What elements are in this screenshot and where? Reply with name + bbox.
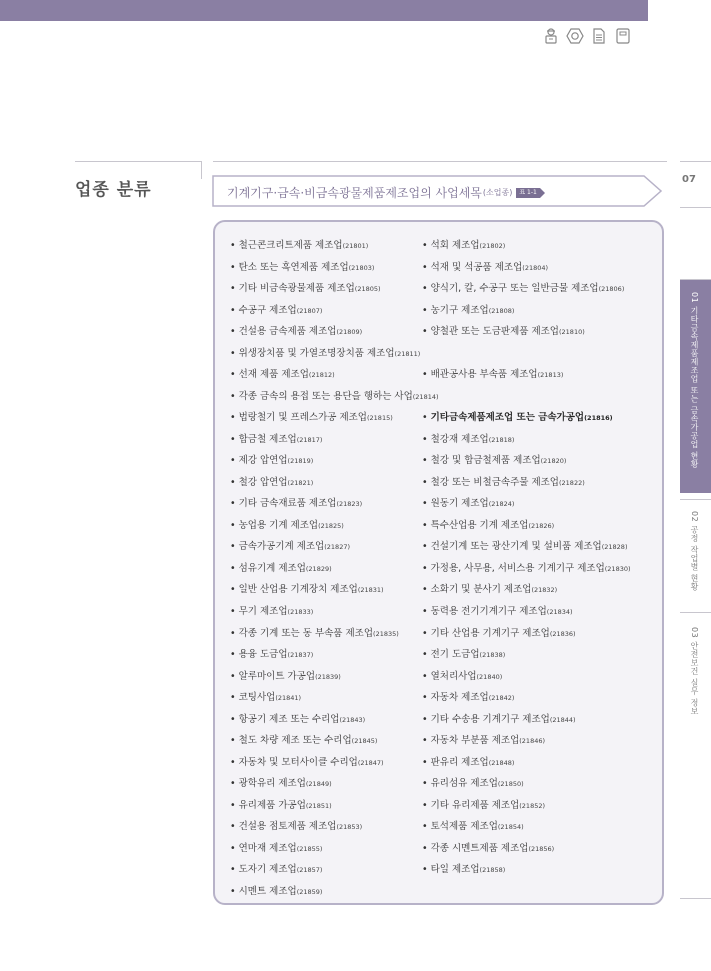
- industry-name: 법랑철기 및 프레스가공 제조업: [238, 412, 367, 424]
- industry-name: 알루마이트 가공업: [238, 670, 316, 682]
- industry-name: 기타 금속재료품 제조업: [238, 498, 337, 510]
- list-item: [230, 495, 362, 509]
- list-item: [230, 452, 313, 466]
- industry-name: 철강 또는 비철금속주물 제조업: [430, 476, 559, 488]
- industry-name: 동력용 전기기계기구 제조업: [430, 606, 547, 617]
- list-item: [422, 366, 563, 380]
- table-badge-label: 표 1-1: [516, 188, 540, 198]
- industry-code: (21825): [318, 521, 344, 530]
- list-item: [422, 409, 613, 423]
- list-item: [422, 861, 505, 875]
- industry-name: 자동차 제조업: [430, 692, 489, 704]
- industry-code: (21803): [348, 263, 375, 272]
- industry-name: 자동차 및 모터사이클 수리업: [238, 756, 358, 768]
- industry-name: 농기구 제조업: [430, 304, 489, 316]
- list-row: [230, 754, 662, 774]
- list-item: [230, 345, 420, 359]
- industry-name: 철강 및 합금철제품 제조업: [430, 455, 541, 467]
- bullet-icon: •: [230, 778, 239, 790]
- bullet-icon: •: [422, 821, 431, 833]
- industry-code: (21801): [342, 242, 369, 250]
- list-item: [230, 775, 332, 789]
- industry-name: 철근콘크리트제품 제조업: [238, 240, 343, 251]
- industry-name: 철강 압연업: [238, 476, 288, 488]
- industry-code: (21853): [336, 823, 363, 832]
- list-item: [422, 732, 545, 746]
- document-icon[interactable]: [590, 27, 608, 45]
- bullet-icon: •: [230, 735, 239, 747]
- industry-code: (21810): [559, 328, 585, 337]
- nut-icon[interactable]: [566, 27, 584, 45]
- industry-name: 특수산업용 기계 제조업: [430, 519, 529, 531]
- list-item: [422, 797, 545, 811]
- industry-code: (21841): [275, 694, 302, 703]
- list-item: [422, 646, 505, 660]
- industry-name: 일반 산업용 기계장치 제조업: [238, 584, 358, 596]
- bullet-icon: •: [230, 369, 239, 381]
- industry-name: 기타 수송용 기계기구 제조업: [430, 713, 550, 725]
- list-item: [422, 689, 514, 703]
- list-item: [230, 560, 332, 574]
- bullet-icon: •: [230, 821, 239, 833]
- industry-name: 기타 비금속광물제품 제조업: [238, 283, 355, 295]
- industry-code: (21824): [488, 500, 515, 509]
- list-item: [230, 259, 374, 273]
- list-item: [422, 452, 566, 466]
- industry-name: 용융 도금업: [238, 649, 288, 661]
- industry-name: 양식기, 칼, 수공구 또는 일반금물 제조업: [430, 283, 599, 295]
- list-item: [230, 302, 322, 316]
- list-row: [230, 560, 662, 580]
- list-item: [230, 366, 335, 380]
- industry-name: 연마재 제조업: [238, 842, 297, 854]
- section-rule-tick: [201, 161, 202, 179]
- industry-code: (21807): [296, 306, 323, 315]
- section-rule-right: [213, 161, 667, 162]
- industry-code: (21811): [394, 349, 421, 358]
- industry-name: 광학유리 제조업: [238, 778, 306, 790]
- bullet-icon: •: [230, 240, 239, 251]
- bullet-icon: •: [230, 713, 239, 725]
- table-title-banner: [212, 175, 662, 207]
- industry-code: (21823): [336, 500, 363, 509]
- bullet-icon: •: [422, 713, 431, 725]
- worker-icon[interactable]: [542, 27, 560, 45]
- list-item: [422, 668, 502, 682]
- industry-name: 도자기 제조업: [238, 864, 297, 876]
- industry-name: 철강재 제조업: [430, 433, 489, 445]
- industry-name: 양철관 또는 도금판제품 제조업: [430, 326, 559, 338]
- industry-name: 제강 압연업: [238, 455, 288, 467]
- list-row: [230, 775, 662, 795]
- bullet-icon: •: [422, 842, 431, 854]
- industry-name: 토석제품 제조업: [430, 821, 498, 833]
- list-item: [422, 603, 573, 617]
- badge-arrow-icon: [540, 188, 545, 198]
- industry-code: (21826): [528, 521, 555, 530]
- list-item: [230, 538, 350, 552]
- list-row: [230, 668, 662, 688]
- bullet-icon: •: [422, 649, 431, 661]
- industry-name: 기타금속제품제조업 또는 금속가공업: [430, 412, 585, 424]
- sidebar-rule: [680, 499, 711, 500]
- list-row: [230, 861, 662, 881]
- list-row: [230, 818, 662, 838]
- industry-code: (21840): [476, 672, 503, 681]
- industry-name: 건설용 점토제품 제조업: [238, 821, 337, 833]
- industry-name: 건설기계 또는 광산기계 및 설비품 제조업: [430, 541, 602, 553]
- list-row: [230, 345, 662, 365]
- page-number: 07: [682, 174, 696, 185]
- bullet-icon: •: [422, 261, 431, 273]
- top-color-bar: [0, 0, 648, 21]
- industry-name: 철도 차량 제조 또는 수리업: [238, 735, 352, 747]
- industry-name: 탄소 또는 흑연제품 제조업: [238, 261, 349, 273]
- list-row: [230, 603, 662, 623]
- list-item: [422, 259, 548, 273]
- bullet-icon: •: [422, 433, 431, 445]
- list-row: [230, 409, 662, 429]
- list-item: [422, 517, 554, 531]
- list-item: [422, 840, 554, 854]
- industry-name: 무기 제조업: [238, 606, 288, 617]
- industry-code: (21836): [549, 629, 576, 638]
- sidebar-tab-3[interactable]: 03 안전보건 실무 정보: [690, 627, 699, 716]
- bullet-icon: •: [422, 778, 431, 790]
- bullet-icon: •: [230, 649, 239, 661]
- industry-name: 타일 제조업: [430, 864, 480, 876]
- industry-code: (21819): [287, 457, 314, 466]
- industry-name: 합금철 제조업: [238, 433, 297, 445]
- industry-name: 농업용 기계 제조업: [238, 519, 319, 531]
- industry-code: (21817): [296, 435, 323, 444]
- list-item: [230, 388, 439, 402]
- industry-name: 전기 도금업: [430, 649, 480, 661]
- industry-code: (21830): [604, 564, 631, 573]
- industry-code: (21815): [367, 414, 393, 423]
- industry-name: 각종 시멘트제품 제조업: [430, 842, 529, 854]
- bullet-icon: •: [230, 455, 239, 467]
- list-item: [230, 280, 381, 294]
- bullet-icon: •: [230, 692, 239, 704]
- bullet-icon: •: [422, 670, 431, 682]
- industry-name: 건설용 금속제품 제조업: [238, 326, 337, 338]
- industry-name: 원동기 제조업: [430, 498, 489, 510]
- industry-name: 위생장치품 및 가열조명장치품 제조업: [238, 347, 395, 359]
- industry-code: (21814): [412, 392, 439, 401]
- section-title: 업종 분류: [75, 180, 152, 200]
- industry-code: (21852): [519, 801, 546, 810]
- list-item: [230, 646, 313, 660]
- bullet-icon: •: [230, 562, 239, 574]
- bullet-icon: •: [230, 390, 239, 402]
- list-item: [230, 711, 365, 725]
- bullet-icon: •: [230, 433, 239, 445]
- list-row: [230, 388, 662, 408]
- list-row: [230, 495, 662, 515]
- list-row: [230, 581, 662, 601]
- industry-code: (21842): [488, 694, 515, 703]
- industry-code: (21809): [336, 328, 363, 337]
- industry-name: 석회 제조업: [430, 240, 480, 251]
- list-row: [230, 883, 662, 903]
- industry-code: (21854): [497, 823, 524, 832]
- industry-name: 석재 및 석공품 제조업: [430, 261, 523, 273]
- bullet-icon: •: [230, 412, 239, 424]
- bullet-icon: •: [422, 455, 431, 467]
- section-rule-left: [75, 161, 201, 162]
- industry-name: 배관공사용 부속품 제조업: [430, 369, 538, 381]
- industry-name: 코팅사업: [238, 692, 276, 704]
- industry-name: 기타 유리제품 제조업: [430, 799, 520, 811]
- bullet-icon: •: [230, 842, 239, 854]
- list-item: [422, 237, 505, 251]
- industry-name: 각종 금속의 용접 또는 용단을 행하는 사업: [238, 390, 413, 402]
- industry-code: (21843): [339, 715, 366, 724]
- list-item: [422, 302, 514, 316]
- bullet-icon: •: [230, 864, 239, 876]
- industry-name: 자동차 부분품 제조업: [430, 735, 520, 747]
- list-row: [230, 646, 662, 666]
- industry-name: 유리제품 가공업: [238, 799, 306, 811]
- sidebar-rule: [680, 612, 711, 613]
- bullet-icon: •: [422, 519, 431, 531]
- industry-name: 판유리 제조업: [430, 756, 489, 768]
- industry-code: (21818): [488, 435, 515, 444]
- list-row: [230, 711, 662, 731]
- industry-code: (21849): [305, 780, 332, 789]
- industry-name: 기타 산업용 기계기구 제조업: [430, 627, 550, 639]
- bullet-icon: •: [422, 412, 431, 424]
- bullet-icon: •: [230, 283, 239, 295]
- bullet-icon: •: [422, 476, 431, 488]
- industry-code: (21845): [351, 737, 378, 746]
- bullet-icon: •: [422, 283, 431, 295]
- list-row: [230, 625, 662, 645]
- list-item: [230, 883, 322, 897]
- bullet-icon: •: [230, 304, 239, 316]
- list-item: [230, 668, 341, 682]
- list-row: [230, 689, 662, 709]
- industry-code: (21806): [598, 285, 625, 294]
- bullet-icon: •: [230, 519, 239, 531]
- bullet-icon: •: [422, 584, 431, 596]
- list-row: [230, 366, 662, 386]
- industry-code: (21844): [549, 715, 576, 724]
- bullet-icon: •: [422, 240, 431, 251]
- list-row: [230, 452, 662, 472]
- bullet-icon: •: [422, 541, 431, 553]
- list-item: [422, 818, 524, 832]
- industry-code: (21813): [537, 371, 564, 380]
- industry-name: 각종 기계 또는 동 부속품 제조업: [238, 627, 374, 639]
- bullet-icon: •: [422, 756, 431, 768]
- list-item: [422, 581, 557, 595]
- bullet-icon: •: [230, 347, 239, 359]
- industry-code: (21857): [296, 866, 323, 875]
- list-item: [230, 625, 399, 639]
- sidebar-tab-1[interactable]: 01 기타금속제품제조업 또는 금속가공업 현황: [690, 292, 699, 469]
- industry-name: 금속가공기계 제조업: [238, 541, 325, 553]
- bullet-icon: •: [422, 799, 431, 811]
- list-item: [230, 581, 384, 595]
- list-row: [230, 732, 662, 752]
- industry-code: (21851): [305, 801, 332, 810]
- industry-code: (21831): [357, 586, 384, 595]
- bullet-icon: •: [422, 864, 431, 876]
- industry-code: (21804): [522, 263, 549, 272]
- table-badge: [516, 188, 545, 198]
- list-row: [230, 259, 662, 279]
- sidebar-rule: [680, 207, 711, 208]
- list-item: [230, 323, 362, 337]
- industry-code: (21812): [308, 371, 335, 380]
- industry-name: 선재 제품 제조업: [238, 369, 309, 381]
- industry-code: (21832): [531, 586, 558, 595]
- bullet-icon: •: [422, 735, 431, 747]
- industry-code: (21847): [357, 758, 384, 767]
- list-row: [230, 538, 662, 558]
- bullet-icon: •: [422, 606, 431, 617]
- sidebar-tab-2[interactable]: 02 공정 작업별 현황: [690, 511, 699, 591]
- list-row: [230, 302, 662, 322]
- list-item: [230, 517, 344, 531]
- list-item: [230, 474, 313, 488]
- list-item: [422, 711, 576, 725]
- list-item: [422, 754, 514, 768]
- industry-code: (21822): [559, 478, 585, 487]
- list-item: [230, 818, 362, 832]
- sidebar-rule-top: [680, 161, 711, 162]
- list-row: [230, 280, 662, 300]
- list-row: [230, 517, 662, 537]
- industry-code: (21837): [287, 651, 314, 660]
- industry-code: (21856): [528, 844, 555, 853]
- industry-code: (21805): [354, 285, 381, 294]
- industry-name: 열처리사업: [430, 670, 477, 682]
- industry-code: (21848): [488, 758, 515, 767]
- industry-code: (21850): [497, 780, 524, 789]
- bullet-icon: •: [230, 541, 239, 553]
- bullet-icon: •: [230, 326, 239, 338]
- industry-name: 유리섬유 제조업: [430, 778, 498, 790]
- list-item: [230, 840, 322, 854]
- industry-code: (21835): [373, 629, 399, 638]
- industry-name: 항공기 제조 또는 수리업: [238, 713, 340, 725]
- list-item: [422, 280, 624, 294]
- bullet-icon: •: [422, 562, 431, 574]
- industry-code: (21855): [296, 844, 323, 853]
- banner-subtitle: (소업종): [482, 188, 513, 197]
- industry-name: 섬유기계 제조업: [238, 562, 306, 574]
- header-icon-group: [542, 27, 632, 45]
- bullet-icon: •: [230, 756, 239, 768]
- list-item: [230, 797, 332, 811]
- industry-name: 가정용, 사무용, 서비스용 기계기구 제조업: [430, 562, 605, 574]
- bullet-icon: •: [422, 692, 431, 704]
- list-item: [422, 625, 576, 639]
- industry-code: (21834): [546, 608, 573, 616]
- bullet-icon: •: [422, 498, 431, 510]
- list-item: [422, 775, 524, 789]
- bullet-icon: •: [422, 326, 431, 338]
- list-row: [230, 431, 662, 451]
- industry-code: (21846): [519, 737, 546, 746]
- list-item: [422, 560, 631, 574]
- list-item: [230, 431, 322, 445]
- industry-code: (21838): [479, 651, 506, 660]
- list-item: [422, 538, 627, 552]
- banner-title: 기계기구·금속·비금속광물제품제조업의 사업세목: [227, 186, 482, 200]
- book-icon[interactable]: [614, 27, 632, 45]
- list-item: [230, 237, 368, 251]
- list-item: [422, 474, 585, 488]
- bullet-icon: •: [230, 885, 239, 897]
- bullet-icon: •: [230, 261, 239, 273]
- bullet-icon: •: [230, 606, 239, 617]
- list-row: [230, 237, 662, 257]
- list-item: [230, 861, 322, 875]
- list-row: [230, 474, 662, 494]
- industry-code: (21816): [584, 414, 613, 423]
- industry-code: (21808): [488, 306, 515, 315]
- bullet-icon: •: [422, 627, 431, 639]
- industry-code: (21839): [315, 672, 341, 681]
- list-item: [422, 495, 514, 509]
- bullet-icon: •: [230, 627, 239, 639]
- list-row: [230, 323, 662, 343]
- bullet-icon: •: [422, 304, 431, 316]
- sidebar-rule-bottom: [680, 898, 711, 899]
- list-item: [422, 323, 585, 337]
- industry-code: (21858): [479, 866, 506, 875]
- list-item: [422, 431, 514, 445]
- list-item: [230, 603, 313, 617]
- industry-code: (21829): [305, 564, 332, 573]
- industry-name: 수공구 제조업: [238, 304, 297, 316]
- list-item: [230, 732, 377, 746]
- bullet-icon: •: [230, 584, 239, 596]
- list-item: [230, 754, 384, 768]
- industry-code: (21859): [296, 887, 323, 896]
- bullet-icon: •: [230, 476, 239, 488]
- bullet-icon: •: [230, 799, 239, 811]
- industry-code: (21833): [287, 608, 314, 616]
- industry-code: (21821): [287, 478, 314, 487]
- industry-code: (21827): [324, 543, 350, 552]
- list-item: [230, 409, 393, 423]
- industry-code: (21820): [540, 457, 567, 466]
- bullet-icon: •: [422, 369, 431, 381]
- list-row: [230, 840, 662, 860]
- industry-name: 시멘트 제조업: [238, 885, 297, 897]
- industry-code: (21802): [479, 242, 506, 250]
- list-row: [230, 797, 662, 817]
- industry-name: 소화기 및 분사기 제조업: [430, 584, 532, 596]
- bullet-icon: •: [230, 498, 239, 510]
- bullet-icon: •: [230, 670, 239, 682]
- industry-code: (21828): [601, 543, 628, 552]
- list-item: [230, 689, 301, 703]
